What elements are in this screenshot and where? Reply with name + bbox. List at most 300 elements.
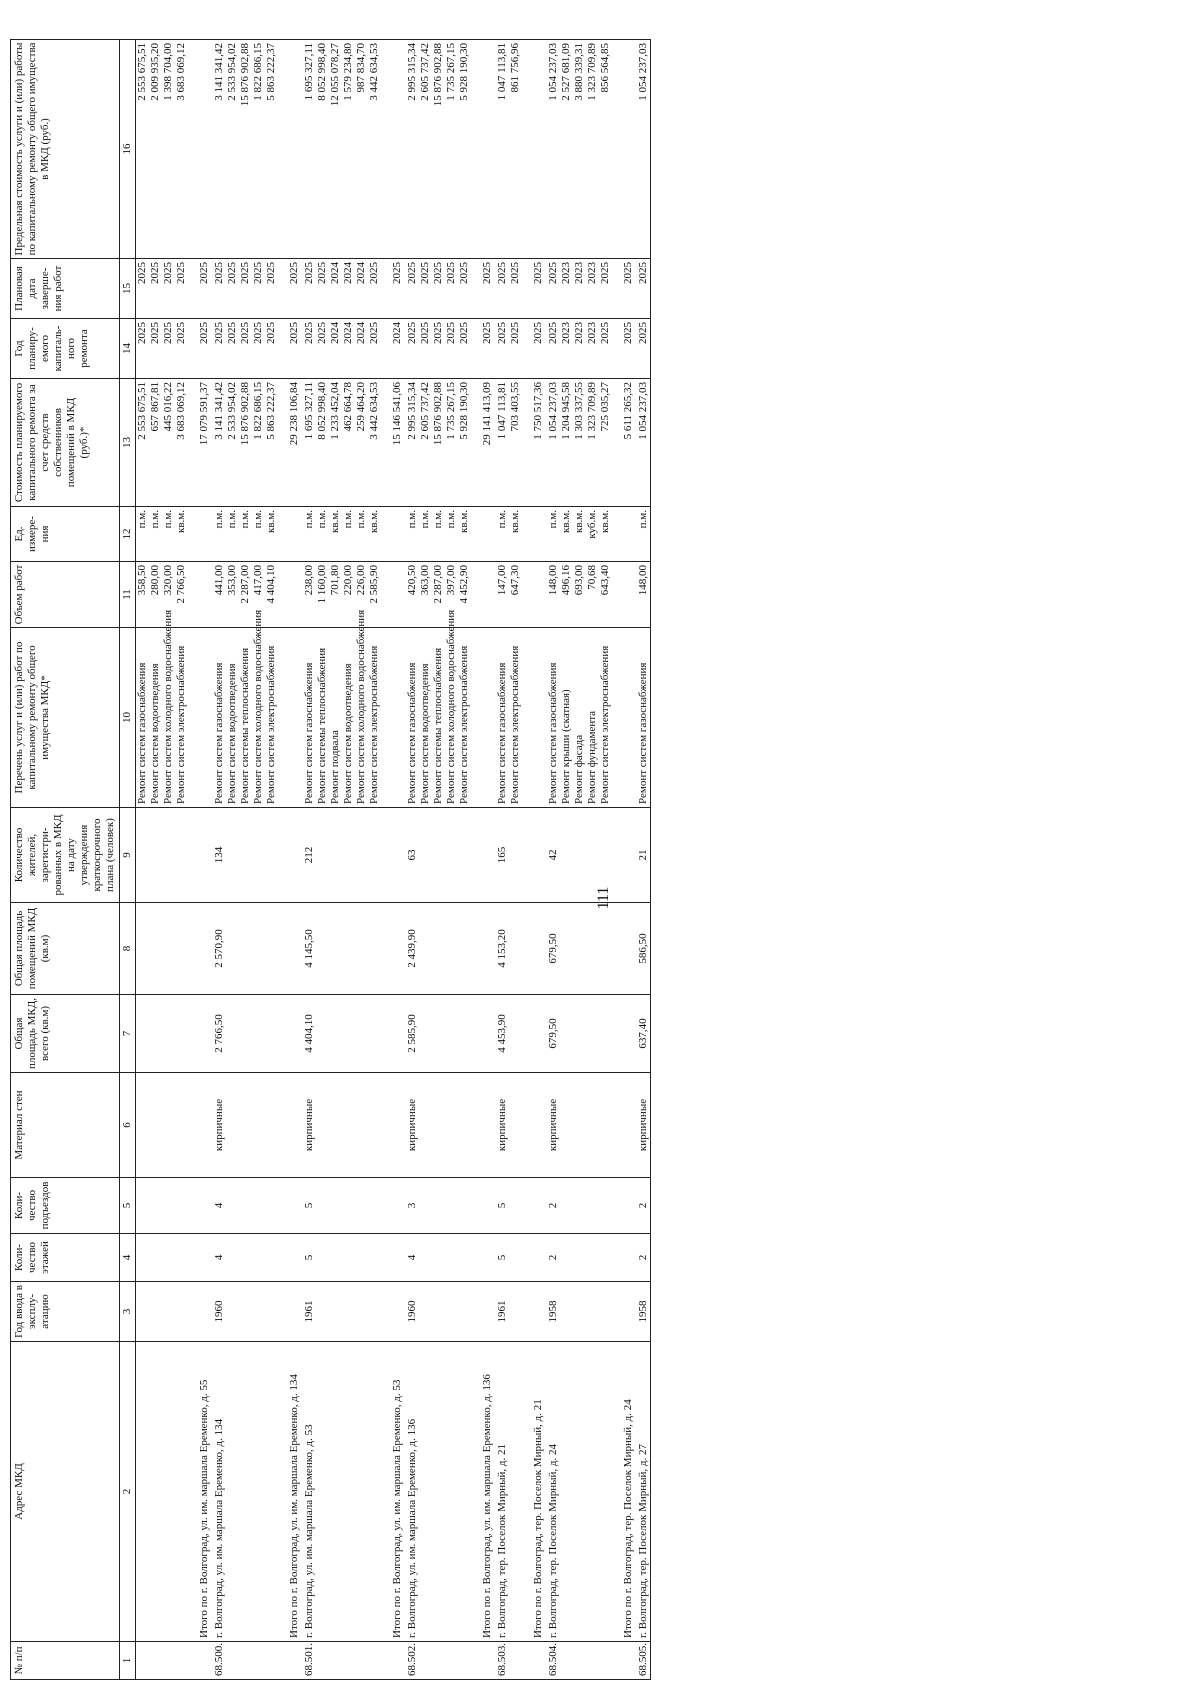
repair-year-cell: 2025 bbox=[265, 319, 278, 379]
capital-repair-table bbox=[10, 39, 651, 1680]
work-cell: Ремонт систем холодного водоснабжения bbox=[162, 628, 175, 808]
cost-cell: 1 054 237,03 bbox=[637, 379, 651, 507]
completion-date-cell: 2025 bbox=[381, 259, 406, 319]
repair-year-cell: 2025 bbox=[432, 319, 445, 379]
work-cell: Ремонт систем холодного водоснабжения bbox=[252, 628, 265, 808]
limit-cost-cell: 15 876 902,88 bbox=[239, 40, 252, 259]
work-cell: Ремонт систем водоотведения bbox=[342, 628, 355, 808]
rooms-area-cell bbox=[136, 903, 150, 995]
wall-material-cell bbox=[560, 1073, 573, 1178]
rooms-area-cell bbox=[355, 903, 368, 995]
total-area-cell bbox=[342, 995, 355, 1073]
year-built-cell bbox=[522, 1282, 547, 1342]
num-cell bbox=[432, 1642, 445, 1680]
completion-date-cell: 2023 bbox=[573, 259, 586, 319]
entrances-cell: 3 bbox=[406, 1178, 419, 1234]
completion-date-cell: 2025 bbox=[612, 259, 637, 319]
unit-cell: кв.м. bbox=[175, 507, 188, 562]
volume-cell: 701,80 bbox=[329, 562, 342, 628]
work-cell: Ремонт системы теплоснабжения bbox=[432, 628, 445, 808]
completion-date-cell: 2025 bbox=[278, 259, 303, 319]
address-cell: г. Волгоград, тер. Поселок Мирный, д. 24 bbox=[547, 1342, 560, 1642]
total-area-cell bbox=[226, 995, 239, 1073]
entrances-cell bbox=[252, 1178, 265, 1234]
unit-cell: кв.м. bbox=[265, 507, 278, 562]
cost-cell: 15 146 541,06 bbox=[381, 379, 406, 507]
volume-cell: 238,00 bbox=[303, 562, 316, 628]
residents-cell bbox=[509, 808, 522, 903]
cost-cell: 5 928 190,30 bbox=[458, 379, 471, 507]
column-number: 7 bbox=[120, 995, 136, 1073]
address-cell bbox=[355, 1342, 368, 1642]
unit-cell: п.м. bbox=[547, 507, 560, 562]
completion-date-cell: 2025 bbox=[213, 259, 226, 319]
column-number: 11 bbox=[120, 562, 136, 628]
total-area-cell bbox=[445, 995, 458, 1073]
repair-year-cell: 2025 bbox=[637, 319, 651, 379]
limit-cost-cell: 2 995 315,34 bbox=[406, 40, 419, 259]
total-area-cell: 2 585,90 bbox=[406, 995, 419, 1073]
residents-cell: 134 bbox=[213, 808, 226, 903]
repair-year-cell: 2025 bbox=[175, 319, 188, 379]
repair-year-cell: 2024 bbox=[342, 319, 355, 379]
entrances-cell bbox=[458, 1178, 471, 1234]
header-volume: Объем работ bbox=[11, 562, 120, 628]
num-cell: 68.503. bbox=[496, 1642, 509, 1680]
repair-year-cell: 2025 bbox=[599, 319, 612, 379]
completion-date-cell: 2025 bbox=[522, 259, 547, 319]
repair-year-cell: 2025 bbox=[547, 319, 560, 379]
limit-cost-cell bbox=[188, 40, 213, 259]
work-cell: Ремонт систем водоотведения bbox=[226, 628, 239, 808]
repair-year-cell: 2025 bbox=[136, 319, 150, 379]
unit-cell: п.м. bbox=[316, 507, 329, 562]
floors-cell: 4 bbox=[406, 1234, 419, 1282]
unit-cell: п.м. bbox=[303, 507, 316, 562]
wall-material-cell bbox=[162, 1073, 175, 1178]
total-area-cell bbox=[316, 995, 329, 1073]
repair-year-cell: 2023 bbox=[573, 319, 586, 379]
volume-cell: 358,50 bbox=[136, 562, 150, 628]
wall-material-cell bbox=[573, 1073, 586, 1178]
rooms-area-cell bbox=[175, 903, 188, 995]
work-cell: Ремонт систем электроснабжения bbox=[458, 628, 471, 808]
work-cell: Ремонт систем газоснабжения bbox=[637, 628, 651, 808]
table-row bbox=[432, 40, 445, 1680]
volume-cell: 148,00 bbox=[637, 562, 651, 628]
cost-cell: 2 605 737,42 bbox=[419, 379, 432, 507]
total-area-cell bbox=[419, 995, 432, 1073]
repair-year-cell: 2024 bbox=[381, 319, 406, 379]
volume-cell: 4 404,10 bbox=[265, 562, 278, 628]
num-cell bbox=[162, 1642, 175, 1680]
rooms-area-cell bbox=[226, 903, 239, 995]
unit-cell: п.м. bbox=[445, 507, 458, 562]
limit-cost-cell bbox=[612, 40, 637, 259]
limit-cost-cell: 2 009 935,20 bbox=[149, 40, 162, 259]
completion-date-cell: 2025 bbox=[175, 259, 188, 319]
total-area-cell bbox=[471, 995, 496, 1073]
column-number: 14 bbox=[120, 319, 136, 379]
wall-material-cell bbox=[136, 1073, 150, 1178]
volume-cell bbox=[381, 562, 406, 628]
cost-cell: 703 403,55 bbox=[509, 379, 522, 507]
year-built-cell bbox=[149, 1282, 162, 1342]
table-row bbox=[612, 40, 637, 1680]
volume-cell: 363,00 bbox=[419, 562, 432, 628]
volume-cell: 280,00 bbox=[149, 562, 162, 628]
wall-material-cell bbox=[612, 1073, 637, 1178]
header-completion-date: Плановая дата заверше-ния работ bbox=[11, 259, 120, 319]
entrances-cell bbox=[432, 1178, 445, 1234]
total-area-cell bbox=[612, 995, 637, 1073]
address-cell bbox=[586, 1342, 599, 1642]
cost-cell: 259 464,20 bbox=[355, 379, 368, 507]
wall-material-cell bbox=[239, 1073, 252, 1178]
column-number: 9 bbox=[120, 808, 136, 903]
table-row bbox=[303, 40, 316, 1680]
volume-cell: 647,30 bbox=[509, 562, 522, 628]
unit-cell: п.м. bbox=[213, 507, 226, 562]
header-floors: Коли-чество этажей bbox=[11, 1234, 120, 1282]
table-row bbox=[329, 40, 342, 1680]
repair-year-cell: 2025 bbox=[188, 319, 213, 379]
cost-cell: 5 611 265,32 bbox=[612, 379, 637, 507]
year-built-cell bbox=[419, 1282, 432, 1342]
repair-year-cell: 2025 bbox=[368, 319, 381, 379]
table-row bbox=[368, 40, 381, 1680]
floors-cell bbox=[329, 1234, 342, 1282]
entrances-cell bbox=[278, 1178, 303, 1234]
table-row bbox=[342, 40, 355, 1680]
completion-date-cell: 2025 bbox=[458, 259, 471, 319]
address-cell bbox=[368, 1342, 381, 1642]
wall-material-cell bbox=[316, 1073, 329, 1178]
entrances-cell bbox=[509, 1178, 522, 1234]
num-cell bbox=[265, 1642, 278, 1680]
limit-cost-cell: 856 564,85 bbox=[599, 40, 612, 259]
unit-cell: кв.м. bbox=[573, 507, 586, 562]
total-area-cell bbox=[509, 995, 522, 1073]
table-row bbox=[188, 40, 213, 1680]
wall-material-cell bbox=[471, 1073, 496, 1178]
cost-cell: 462 664,78 bbox=[342, 379, 355, 507]
completion-date-cell: 2023 bbox=[586, 259, 599, 319]
floors-cell bbox=[586, 1234, 599, 1282]
work-cell: Ремонт систем электроснабжения bbox=[599, 628, 612, 808]
floors-cell bbox=[136, 1234, 150, 1282]
entrances-cell: 2 bbox=[547, 1178, 560, 1234]
table-row bbox=[252, 40, 265, 1680]
rooms-area-cell bbox=[573, 903, 586, 995]
work-cell: Ремонт систем газоснабжения bbox=[406, 628, 419, 808]
limit-cost-cell: 1 047 113,81 bbox=[496, 40, 509, 259]
rooms-area-cell bbox=[432, 903, 445, 995]
residents-cell: 21 bbox=[637, 808, 651, 903]
total-area-cell bbox=[355, 995, 368, 1073]
rooms-area-cell bbox=[599, 903, 612, 995]
limit-cost-cell: 1 735 267,15 bbox=[445, 40, 458, 259]
table-row bbox=[637, 40, 651, 1680]
header-wall-material: Материал стен bbox=[11, 1073, 120, 1178]
unit-cell: кв.м. bbox=[599, 507, 612, 562]
rooms-area-cell bbox=[149, 903, 162, 995]
num-cell bbox=[560, 1642, 573, 1680]
residents-cell bbox=[265, 808, 278, 903]
repair-year-cell: 2025 bbox=[419, 319, 432, 379]
cost-cell: 29 238 106,84 bbox=[278, 379, 303, 507]
total-area-cell bbox=[265, 995, 278, 1073]
unit-cell: кв.м. bbox=[329, 507, 342, 562]
volume-cell: 496,16 bbox=[560, 562, 573, 628]
num-cell bbox=[509, 1642, 522, 1680]
entrances-cell: 5 bbox=[496, 1178, 509, 1234]
entrances-cell bbox=[355, 1178, 368, 1234]
unit-cell: п.м. bbox=[355, 507, 368, 562]
num-cell bbox=[368, 1642, 381, 1680]
wall-material-cell: кирпичные bbox=[303, 1073, 316, 1178]
table-row bbox=[471, 40, 496, 1680]
unit-cell bbox=[188, 507, 213, 562]
residents-cell bbox=[560, 808, 573, 903]
cost-cell: 17 079 591,37 bbox=[188, 379, 213, 507]
wall-material-cell: кирпичные bbox=[213, 1073, 226, 1178]
year-built-cell bbox=[239, 1282, 252, 1342]
repair-year-cell: 2023 bbox=[560, 319, 573, 379]
wall-material-cell bbox=[586, 1073, 599, 1178]
address-cell: г. Волгоград, тер. Поселок Мирный, д. 21 bbox=[496, 1342, 509, 1642]
total-area-cell bbox=[432, 995, 445, 1073]
year-built-cell bbox=[316, 1282, 329, 1342]
document-table-container bbox=[10, 40, 1190, 1680]
table-row bbox=[522, 40, 547, 1680]
year-built-cell bbox=[368, 1282, 381, 1342]
completion-date-cell: 2024 bbox=[329, 259, 342, 319]
address-cell bbox=[432, 1342, 445, 1642]
total-area-cell bbox=[162, 995, 175, 1073]
residents-cell bbox=[368, 808, 381, 903]
table-row bbox=[355, 40, 368, 1680]
unit-cell bbox=[471, 507, 496, 562]
total-area-cell bbox=[458, 995, 471, 1073]
address-cell bbox=[162, 1342, 175, 1642]
rooms-area-cell bbox=[368, 903, 381, 995]
total-area-cell bbox=[522, 995, 547, 1073]
wall-material-cell: кирпичные bbox=[406, 1073, 419, 1178]
work-cell: Ремонт систем холодного водоснабжения bbox=[445, 628, 458, 808]
year-built-cell bbox=[573, 1282, 586, 1342]
entrances-cell bbox=[226, 1178, 239, 1234]
volume-cell: 2 287,00 bbox=[432, 562, 445, 628]
rooms-area-cell bbox=[381, 903, 406, 995]
year-built-cell bbox=[188, 1282, 213, 1342]
residents-cell bbox=[162, 808, 175, 903]
repair-year-cell: 2025 bbox=[496, 319, 509, 379]
num-cell bbox=[458, 1642, 471, 1680]
volume-cell: 2 585,90 bbox=[368, 562, 381, 628]
address-cell bbox=[239, 1342, 252, 1642]
entrances-cell bbox=[175, 1178, 188, 1234]
work-cell: Ремонт систем электроснабжения bbox=[368, 628, 381, 808]
page-number: 111 bbox=[595, 886, 612, 910]
entrances-cell bbox=[612, 1178, 637, 1234]
cost-cell: 1 735 267,15 bbox=[445, 379, 458, 507]
header-entrances: Коли-чество подъездов bbox=[11, 1178, 120, 1234]
unit-cell bbox=[522, 507, 547, 562]
limit-cost-cell: 1 054 237,03 bbox=[637, 40, 651, 259]
header-cost: Стоимость планируемого капитального ремонта за счет средств собственников помещений в МКД (руб.)* bbox=[11, 379, 120, 507]
completion-date-cell: 2025 bbox=[265, 259, 278, 319]
volume-cell: 693,00 bbox=[573, 562, 586, 628]
year-built-cell bbox=[175, 1282, 188, 1342]
rooms-area-cell: 586,50 bbox=[637, 903, 651, 995]
year-built-cell bbox=[136, 1282, 150, 1342]
work-cell: Ремонт систем газоснабжения bbox=[213, 628, 226, 808]
num-cell bbox=[188, 1642, 213, 1680]
table-row bbox=[560, 40, 573, 1680]
address-cell bbox=[560, 1342, 573, 1642]
entrances-cell: 2 bbox=[637, 1178, 651, 1234]
limit-cost-cell: 12 055 078,27 bbox=[329, 40, 342, 259]
entrances-cell bbox=[560, 1178, 573, 1234]
limit-cost-cell: 1 054 237,03 bbox=[547, 40, 560, 259]
column-number: 15 bbox=[120, 259, 136, 319]
limit-cost-cell: 987 834,70 bbox=[355, 40, 368, 259]
wall-material-cell bbox=[599, 1073, 612, 1178]
year-built-cell bbox=[278, 1282, 303, 1342]
num-cell bbox=[175, 1642, 188, 1680]
column-number: 3 bbox=[120, 1282, 136, 1342]
unit-cell: п.м. bbox=[496, 507, 509, 562]
residents-cell bbox=[175, 808, 188, 903]
year-built-cell bbox=[252, 1282, 265, 1342]
total-area-cell bbox=[239, 995, 252, 1073]
column-number: 5 bbox=[120, 1178, 136, 1234]
entrances-cell bbox=[316, 1178, 329, 1234]
residents-cell: 212 bbox=[303, 808, 316, 903]
repair-year-cell: 2025 bbox=[471, 319, 496, 379]
repair-year-cell: 2025 bbox=[316, 319, 329, 379]
table-header-row bbox=[11, 40, 120, 1680]
num-cell bbox=[342, 1642, 355, 1680]
rooms-area-cell bbox=[612, 903, 637, 995]
work-cell: Ремонт фундамента bbox=[586, 628, 599, 808]
rooms-area-cell bbox=[445, 903, 458, 995]
entrances-cell bbox=[381, 1178, 406, 1234]
unit-cell: п.м. bbox=[252, 507, 265, 562]
limit-cost-cell bbox=[522, 40, 547, 259]
work-cell: Ремонт системы теплоснабжения bbox=[239, 628, 252, 808]
completion-date-cell: 2025 bbox=[406, 259, 419, 319]
floors-cell bbox=[239, 1234, 252, 1282]
rooms-area-cell bbox=[419, 903, 432, 995]
total-area-cell bbox=[573, 995, 586, 1073]
table-body bbox=[136, 40, 651, 1680]
rooms-area-cell bbox=[586, 903, 599, 995]
floors-cell: 5 bbox=[496, 1234, 509, 1282]
residents-cell bbox=[471, 808, 496, 903]
column-number-row bbox=[120, 40, 136, 1680]
total-area-cell bbox=[188, 995, 213, 1073]
address-cell: Итого по г. Волгоград, ул. им. маршала Еременко, д. 55 bbox=[188, 1342, 213, 1642]
wall-material-cell: кирпичные bbox=[637, 1073, 651, 1178]
wall-material-cell bbox=[252, 1073, 265, 1178]
num-cell bbox=[573, 1642, 586, 1680]
volume-cell: 320,00 bbox=[162, 562, 175, 628]
entrances-cell bbox=[239, 1178, 252, 1234]
table-row bbox=[509, 40, 522, 1680]
residents-cell bbox=[136, 808, 150, 903]
floors-cell: 2 bbox=[547, 1234, 560, 1282]
work-cell: Ремонт систем холодного водоснабжения bbox=[355, 628, 368, 808]
floors-cell bbox=[381, 1234, 406, 1282]
work-cell bbox=[381, 628, 406, 808]
wall-material-cell bbox=[329, 1073, 342, 1178]
completion-date-cell: 2025 bbox=[162, 259, 175, 319]
table-row bbox=[458, 40, 471, 1680]
num-cell bbox=[586, 1642, 599, 1680]
total-area-cell bbox=[586, 995, 599, 1073]
limit-cost-cell: 2 605 737,42 bbox=[419, 40, 432, 259]
work-cell: Ремонт систем газоснабжения bbox=[547, 628, 560, 808]
residents-cell bbox=[239, 808, 252, 903]
year-built-cell bbox=[381, 1282, 406, 1342]
entrances-cell: 5 bbox=[303, 1178, 316, 1234]
rooms-area-cell bbox=[252, 903, 265, 995]
entrances-cell bbox=[149, 1178, 162, 1234]
rooms-area-cell: 4 153,20 bbox=[496, 903, 509, 995]
column-number: 13 bbox=[120, 379, 136, 507]
unit-cell bbox=[612, 507, 637, 562]
num-cell bbox=[226, 1642, 239, 1680]
table-row bbox=[586, 40, 599, 1680]
unit-cell: кв.м. bbox=[560, 507, 573, 562]
num-cell bbox=[316, 1642, 329, 1680]
num-cell bbox=[252, 1642, 265, 1680]
total-area-cell bbox=[278, 995, 303, 1073]
repair-year-cell: 2025 bbox=[213, 319, 226, 379]
volume-cell: 353,00 bbox=[226, 562, 239, 628]
cost-cell: 29 141 413,09 bbox=[471, 379, 496, 507]
cost-cell: 1 822 686,15 bbox=[252, 379, 265, 507]
year-built-cell: 1961 bbox=[303, 1282, 316, 1342]
table-row bbox=[573, 40, 586, 1680]
repair-year-cell: 2024 bbox=[329, 319, 342, 379]
address-cell: Итого по г. Волгоград, ул. им. маршала Еременко, д. 136 bbox=[471, 1342, 496, 1642]
rooms-area-cell bbox=[278, 903, 303, 995]
num-cell: 68.505. bbox=[637, 1642, 651, 1680]
entrances-cell bbox=[265, 1178, 278, 1234]
year-built-cell bbox=[612, 1282, 637, 1342]
volume-cell: 70,68 bbox=[586, 562, 599, 628]
limit-cost-cell: 3 141 341,42 bbox=[213, 40, 226, 259]
floors-cell bbox=[162, 1234, 175, 1282]
completion-date-cell: 2025 bbox=[419, 259, 432, 319]
limit-cost-cell bbox=[278, 40, 303, 259]
total-area-cell: 2 766,50 bbox=[213, 995, 226, 1073]
repair-year-cell: 2025 bbox=[522, 319, 547, 379]
entrances-cell: 4 bbox=[213, 1178, 226, 1234]
entrances-cell bbox=[329, 1178, 342, 1234]
rooms-area-cell bbox=[239, 903, 252, 995]
num-cell: 68.504. bbox=[547, 1642, 560, 1680]
completion-date-cell: 2025 bbox=[432, 259, 445, 319]
volume-cell: 2 766,50 bbox=[175, 562, 188, 628]
repair-year-cell: 2025 bbox=[252, 319, 265, 379]
year-built-cell bbox=[355, 1282, 368, 1342]
address-cell: г. Волгоград, тер. Поселок Мирный, д. 27 bbox=[637, 1342, 651, 1642]
header-total-area: Общая площадь МКД, всего (кв.м) bbox=[11, 995, 120, 1073]
